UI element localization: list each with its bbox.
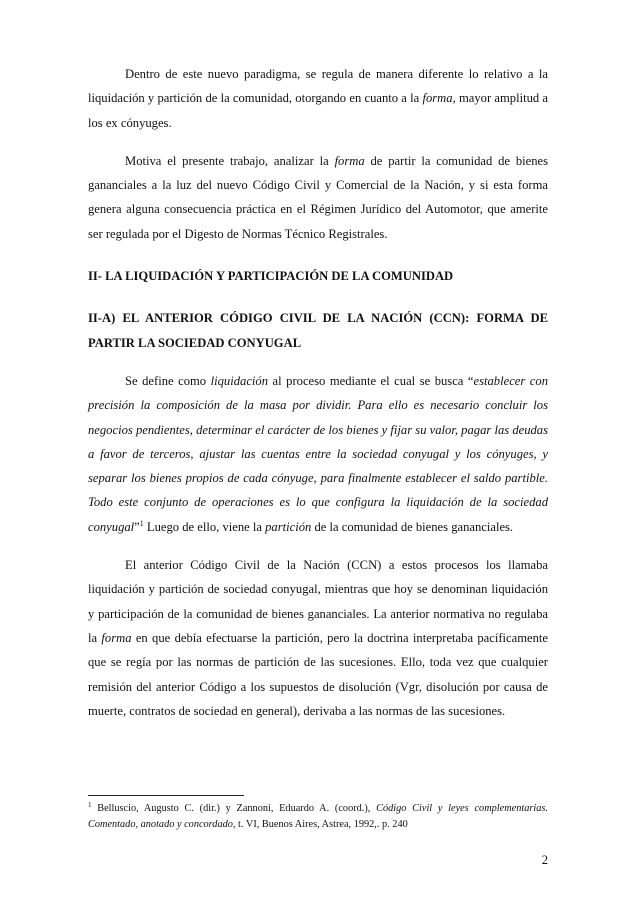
footnote-reference: 1 <box>139 518 144 528</box>
text-run: El anterior Código Civil de la Nación (CCN) a estos procesos los llamaba liquidación y partición de sociedad conyugal, mientras que hoy se denominan liquidación y participación de la comunidad de bienes gananciales. La anterior normativa no regulaba la <box>88 558 548 645</box>
text-run: Se define como <box>125 373 211 388</box>
section-heading: II- LA LIQUIDACIÓN Y PARTICIPACIÓN DE LA COMUNIDAD <box>88 269 454 284</box>
footnote <box>88 801 548 833</box>
paragraph-motiva <box>88 149 548 246</box>
quoted-definition: establecer con precisión la composición de la masa por dividir. Para ello es necesario concluir los negocios pendientes, determinar el carácter de los bienes y fijar su valor, pagar las deudas a favor de terceros, ajustar las cuentas entre la sociedad conyugal y los cónyuges, y separar los bienes propios de cada cónyuge, para finalmente establecer el saldo partible. Todo este conjunto de operaciones es lo que configura la liquidación de la sociedad conyugal <box>88 373 548 534</box>
paragraph-ccn <box>88 553 548 723</box>
text-run: ” <box>134 519 140 534</box>
footnote-divider <box>88 795 244 796</box>
paragraph-definition <box>88 369 548 539</box>
paragraph-intro <box>88 62 548 135</box>
emphasis: partición <box>265 519 312 534</box>
body-text <box>88 62 548 723</box>
emphasis: forma <box>334 153 365 168</box>
text-run: al proceso mediante el cual se busca “ <box>268 373 474 388</box>
footnote-number: 1 <box>88 801 92 809</box>
footnote-title: Código Civil y leyes complementarias. Comentado, anotado y concordado <box>88 803 548 830</box>
emphasis: forma <box>422 91 453 106</box>
text-run: en que debía efectuarse la partición, pero la doctrina interpretaba pacíficamente que se regía por las normas de partición de las sucesiones. Ello, toda vez que cualquier remisión del anterior Código a los supuestos de disolución (Vgr, disolución por causa de muerte, contratos de sociedad en general), derivaba a las normas de las sucesiones. <box>88 630 548 718</box>
text-run: , mayor amplitud a los ex cónyuges. <box>88 91 548 130</box>
emphasis: forma <box>101 630 132 645</box>
emphasis: liquidación <box>210 373 269 388</box>
subsection-heading: II-A) EL ANTERIOR CÓDIGO CIVIL DE LA NACIÓN (CCN): FORMA DE PARTIR LA SOCIEDAD CONYUGAL <box>88 311 548 350</box>
text-run: Motiva el presente trabajo, analizar la <box>125 153 335 168</box>
text-run: de partir la comunidad de bienes gananciales a la luz del nuevo Código Civil y Comercial de la Nación, y si esta forma genera alguna consecuencia práctica en el Régimen Jurídico del Automotor, que amerite ser regulada por el Digesto de Normas Técnico Registrales. <box>88 153 549 241</box>
page-number: 2 <box>541 853 548 867</box>
footnote-text: Belluscio, Augusto C. (dir.) y Zannoni, Eduardo A. (coord.), <box>91 803 377 814</box>
text-run: Luego de ello, viene la <box>143 519 266 534</box>
text-run: Dentro de este nuevo paradigma, se regula de manera diferente lo relativo a la liquidación y partición de la comunidad, otorgando en cuanto a la <box>88 67 548 106</box>
text-run: de la comunidad de bienes gananciales. <box>311 519 514 534</box>
footnote-text: , t. VI, Buenos Aires, Astrea, 1992,. p. 240 <box>232 819 408 830</box>
